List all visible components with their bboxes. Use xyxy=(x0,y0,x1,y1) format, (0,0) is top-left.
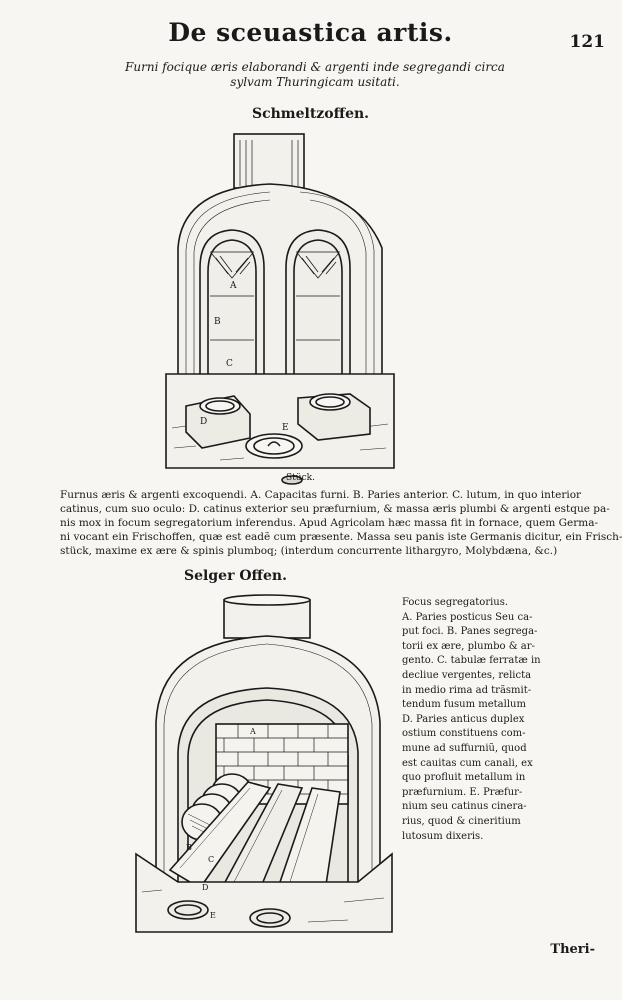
caption-line: Furnus æris & argenti excoquendi. A. Capacitas furni. B. Paries anterior. C. lutum, in quo interior xyxy=(60,489,582,501)
fig1-letter-b: B xyxy=(214,317,221,327)
figure1-caption xyxy=(60,488,622,558)
side-note-line: nium seu catinus cinera- xyxy=(402,801,527,813)
page-number: 121 xyxy=(569,32,605,52)
fig1-letter-a: A xyxy=(230,281,237,291)
fig1-stueck-label: Stück. xyxy=(286,473,315,483)
figure2-label: Selger Offen. xyxy=(184,568,287,584)
side-note-line: Focus segregatorius. xyxy=(402,597,509,608)
caption-line: ni vocant ein Frischoffen, quæ est eadẽ cum præsente. Massa seu panis iste Germanis dicitur, ein Frisch- xyxy=(60,531,622,543)
side-note-line: tendum fusum metallum xyxy=(402,699,526,711)
plate-subtitle xyxy=(60,60,570,90)
figure2-side-note xyxy=(402,596,552,844)
subtitle-line: Furni focique æris elaborandi & argenti inde segregandi circa xyxy=(125,60,505,74)
fig1-letter-e: E xyxy=(282,423,289,433)
side-note-line: quo profluit metallum in xyxy=(402,772,526,784)
side-note-line: D. Paries anticus duplex xyxy=(402,713,525,725)
segregation-furnace-woodcut xyxy=(128,592,400,940)
side-note-line: A. Paries posticus Seu ca- xyxy=(402,611,533,623)
caption-line: nis mox in focum segregatorium inferendus. Apud Agricolam hæc massa fit in fornace, quem Germa- xyxy=(60,517,599,529)
figure1-label: Schmeltzoffen. xyxy=(251,106,370,122)
side-note-line: torii ex ære, plumbo & ar- xyxy=(402,640,535,652)
side-note-line: rius, quod & cineritium xyxy=(402,815,521,827)
side-note-line: ostium constituens com- xyxy=(402,728,526,740)
side-note-line: put foci. B. Panes segrega- xyxy=(402,626,538,638)
fig2-letter-a: A xyxy=(250,727,256,736)
side-note-line: lutosum dixeris. xyxy=(402,830,484,842)
side-note-line: decliue vergentes, relicta xyxy=(402,669,532,681)
fig1-letter-c: C xyxy=(226,359,233,369)
caption-line: catinus, cum suo oculo: D. catinus exterior seu præfurnium, & massa æris plumbi & argenti estque pa- xyxy=(60,503,610,515)
caption-line: stück, maxime ex ære & spinis plumboq; (interdum concurrente lithargyro, Molybdæna, &c.) xyxy=(60,545,558,557)
subtitle-line: sylvam Thuringicam usitati. xyxy=(230,75,400,89)
fig2-letter-b: B xyxy=(186,843,192,852)
side-note-line: præfurnium. E. Præfur- xyxy=(402,786,523,798)
fig2-letter-c: C xyxy=(208,855,215,864)
fig1-letter-d: D xyxy=(200,417,208,427)
fig2-letter-d: D xyxy=(202,883,209,892)
side-note-line: mune ad suffurniũ, quod xyxy=(402,742,527,754)
catchword: Theri- xyxy=(550,942,595,957)
running-title: De sceuastica artis. xyxy=(168,18,453,47)
fig2-letter-e: E xyxy=(210,911,216,920)
smelting-furnace-woodcut xyxy=(160,128,400,488)
side-note-line: est cauitas cum canali, ex xyxy=(402,757,533,769)
side-note-line: gento. C. tabulæ ferratæ in xyxy=(402,655,541,667)
side-note-line: in medio rima ad trãsmit- xyxy=(402,684,532,696)
